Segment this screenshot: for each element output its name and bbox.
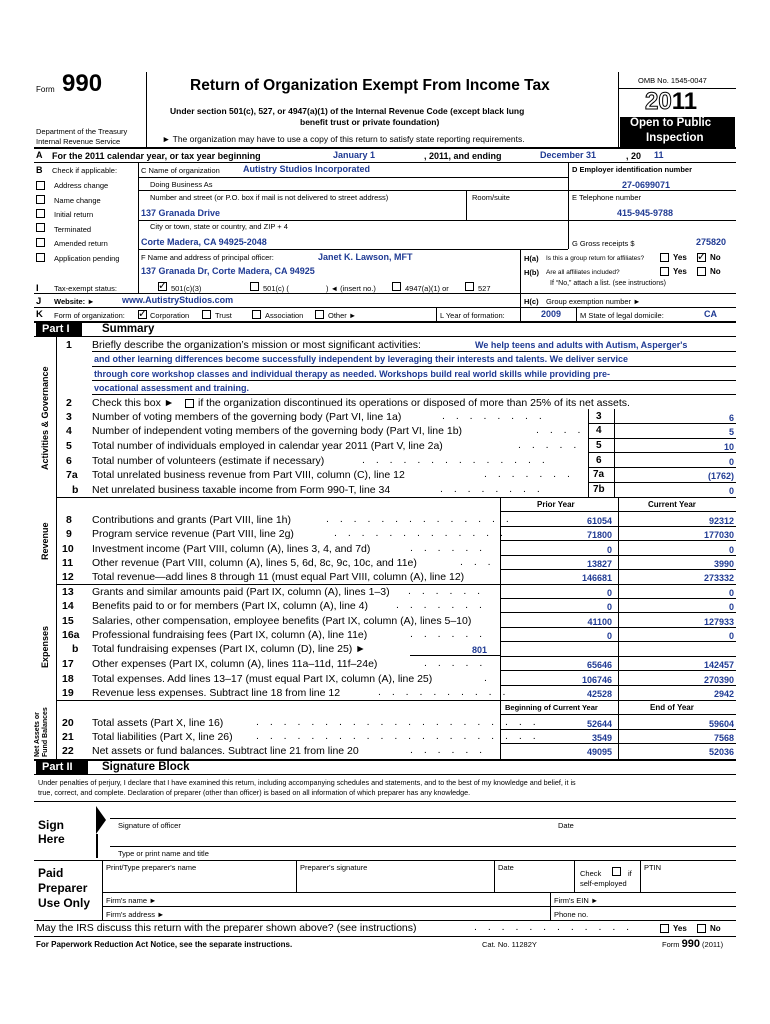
current-value[interactable]: 273332 bbox=[703, 573, 734, 583]
dept-treasury: Department of the Treasury bbox=[36, 127, 128, 136]
amended-return-checkbox[interactable] bbox=[36, 238, 45, 247]
leader-dots: . . . bbox=[460, 556, 495, 568]
current-value[interactable]: 2942 bbox=[713, 689, 734, 699]
line-text: Professional fundraising fees (Part IX, column (A), line 11e) bbox=[92, 629, 368, 641]
terminated-checkbox[interactable] bbox=[36, 223, 45, 232]
prior-value[interactable]: 0 bbox=[606, 588, 612, 598]
line-2-text-2: if the organization discontinued its operations or disposed of more than 25% of its net assets. bbox=[198, 397, 630, 409]
line-box: 4 bbox=[596, 425, 602, 436]
line-2-number: 2 bbox=[66, 397, 72, 409]
current-value[interactable]: 7568 bbox=[713, 733, 734, 743]
hb-no-label: No bbox=[710, 267, 721, 276]
firm-name-label: Firm's name ► bbox=[106, 896, 157, 905]
catalog-number: Cat. No. 11282Y bbox=[482, 940, 537, 949]
line-number: 4 bbox=[66, 425, 72, 437]
line-number: 13 bbox=[62, 586, 74, 598]
row-a-mid: , 2011, and ending bbox=[424, 151, 502, 161]
leader-dots: . . . . . . . . . . bbox=[378, 686, 510, 698]
org-name-label: C Name of organization bbox=[141, 166, 220, 175]
tax-year-begin[interactable]: January 1 bbox=[333, 150, 376, 160]
address-change-checkbox[interactable] bbox=[36, 181, 45, 190]
open-public: Open to Public bbox=[630, 117, 712, 129]
line-number: 12 bbox=[62, 571, 74, 583]
tax-year bbox=[645, 88, 697, 116]
row-k-label: K bbox=[36, 309, 43, 320]
check-if-word: if bbox=[628, 869, 632, 878]
state-domicile-value[interactable]: CA bbox=[704, 309, 717, 319]
phone-value[interactable]: 415-945-9788 bbox=[617, 208, 674, 218]
discontinued-checkbox[interactable] bbox=[185, 399, 194, 408]
name-change-checkbox[interactable] bbox=[36, 195, 45, 204]
ha-no-check-icon: ✓ bbox=[697, 251, 707, 263]
ha-no-label: No bbox=[710, 253, 721, 262]
prior-value[interactable]: 65646 bbox=[586, 660, 612, 670]
self-employed-label: self-employed bbox=[580, 879, 627, 888]
application-pending-label: Application pending bbox=[54, 254, 120, 263]
line-text: Total liabilities (Part X, line 26) bbox=[92, 731, 233, 743]
line-text: Investment income (Part VIII, column (A), lines 3, 4, and 7d) bbox=[92, 543, 371, 555]
line-number: 11 bbox=[62, 557, 74, 569]
leader-dots: . . . . . . . . . . . . . bbox=[334, 527, 507, 539]
current-value[interactable]: 127933 bbox=[703, 617, 734, 627]
527-label: 527 bbox=[478, 284, 491, 293]
line-box: 6 bbox=[596, 455, 602, 466]
line-1-number: 1 bbox=[66, 339, 72, 351]
ein-label: D Employer identification number bbox=[572, 165, 693, 174]
form-number: 990 bbox=[62, 70, 103, 97]
line-text: Number of independent voting members of the governing body (Part VI, line 1b) bbox=[92, 425, 463, 437]
line-value[interactable]: (1762) bbox=[707, 471, 734, 481]
prior-value[interactable]: 71800 bbox=[586, 530, 612, 540]
leader-dots: . . . . . . . bbox=[484, 468, 574, 480]
line-text: Total number of volunteers (estimate if necessary) bbox=[92, 455, 325, 467]
tax-year-outline: 20 bbox=[645, 88, 672, 115]
leader-dots: . . . . bbox=[536, 424, 585, 436]
part-1-title: Summary bbox=[102, 323, 155, 335]
501c3-check-icon: ✓ bbox=[158, 280, 168, 292]
leader-dots: . . . . . . . . . . . . . . bbox=[362, 454, 549, 466]
ha-label: H(a) bbox=[524, 254, 539, 263]
ha-yes-label: Yes bbox=[673, 253, 687, 262]
name-change-label: Name change bbox=[54, 196, 101, 205]
trust-label: Trust bbox=[215, 311, 232, 320]
signature-officer-field[interactable] bbox=[110, 802, 550, 818]
use-only-label: Use Only bbox=[38, 896, 91, 910]
line-number: 3 bbox=[66, 411, 72, 423]
leader-dots: . bbox=[484, 672, 491, 684]
line-number: 17 bbox=[62, 658, 74, 670]
row-a-label: A bbox=[36, 150, 43, 160]
line-value[interactable]: 6 bbox=[728, 413, 734, 423]
association-checkbox[interactable] bbox=[252, 310, 261, 319]
phone-no-label: Phone no. bbox=[554, 910, 589, 919]
line-text: Number of voting members of the governing body (Part VI, line 1a) bbox=[92, 411, 402, 423]
line-number: 6 bbox=[66, 455, 72, 467]
current-value[interactable]: 0 bbox=[728, 631, 734, 641]
preparer-label: Preparer bbox=[38, 881, 88, 895]
prior-value[interactable]: 0 bbox=[606, 602, 612, 612]
leader-dots: . . . . . . . . . . . . . . . . . . . . . bbox=[256, 730, 540, 742]
current-value[interactable]: 0 bbox=[728, 602, 734, 612]
4947-checkbox[interactable] bbox=[392, 282, 401, 291]
city-address[interactable]: Corte Madera, CA 94925-2048 bbox=[141, 237, 267, 247]
line-16b-number: b bbox=[72, 643, 79, 655]
firm-name-field[interactable] bbox=[180, 893, 548, 905]
line-number: 16a bbox=[62, 629, 80, 641]
line-16b-value[interactable]: 801 bbox=[472, 645, 488, 655]
street-label: Number and street (or P.O. box if mail is not delivered to street address) bbox=[150, 193, 389, 202]
principal-officer-address[interactable]: 137 Granada Dr, Corte Madera, CA 94925 bbox=[141, 266, 315, 276]
current-value[interactable]: 0 bbox=[728, 545, 734, 555]
check-self-employed-label: Check bbox=[580, 869, 602, 878]
website-label: Website: ► bbox=[54, 297, 95, 306]
preparer-name-field[interactable] bbox=[104, 874, 294, 890]
gross-receipts-value[interactable]: 275820 bbox=[696, 237, 727, 247]
current-value[interactable]: 92312 bbox=[708, 516, 734, 526]
line-text: Revenue less expenses. Subtract line 18 from line 12 bbox=[92, 687, 341, 699]
4947-label: 4947(a)(1) or bbox=[405, 284, 449, 293]
line-text: Contributions and grants (Part VIII, line 1h) bbox=[92, 514, 292, 526]
city-label: City or town, state or country, and ZIP + 4 bbox=[150, 222, 288, 231]
paperwork-notice: For Paperwork Reduction Act Notice, see the separate instructions. bbox=[36, 940, 293, 949]
corporation-label: Corporation bbox=[150, 311, 190, 320]
terminated-label: Terminated bbox=[54, 225, 92, 234]
ein-value[interactable]: 27-0699071 bbox=[622, 180, 671, 190]
mission-line-1[interactable]: We help teens and adults with Autism, Asperger's bbox=[475, 340, 688, 350]
line-box: 7a bbox=[593, 469, 605, 480]
website-value[interactable]: www.AutistryStudios.com bbox=[122, 295, 234, 305]
hb-yes-checkbox[interactable] bbox=[660, 267, 669, 276]
row-a-20: , 20 bbox=[626, 151, 642, 161]
form-org-label: Form of organization: bbox=[54, 311, 125, 320]
side-revenue: Revenue bbox=[40, 522, 50, 560]
firm-address-field[interactable] bbox=[180, 907, 548, 919]
line-value[interactable]: 10 bbox=[723, 442, 734, 452]
line-text: Other expenses (Part IX, column (A), lines 11a–11d, 11f–24e) bbox=[92, 658, 378, 670]
line-number: 15 bbox=[62, 615, 74, 627]
part-1-label: Part I bbox=[36, 323, 82, 336]
leader-dots: . . . . . . bbox=[408, 585, 485, 597]
amended-return-label: Amended return bbox=[54, 239, 108, 248]
current-value[interactable]: 3990 bbox=[713, 559, 734, 569]
footer-form-word: Form bbox=[662, 940, 680, 949]
discuss-text: May the IRS discuss this return with the preparer shown above? (see instructions) bbox=[36, 922, 417, 934]
other-org-checkbox[interactable] bbox=[315, 310, 324, 319]
street-address[interactable]: 137 Granada Drive bbox=[141, 208, 221, 218]
current-value[interactable]: 270390 bbox=[703, 675, 734, 685]
527-checkbox[interactable] bbox=[465, 282, 474, 291]
line-number: 20 bbox=[62, 717, 74, 729]
check-if-applicable: Check if applicable: bbox=[52, 166, 118, 175]
ptin-field[interactable] bbox=[642, 874, 734, 890]
line-text: Grants and similar amounts paid (Part IX, column (A), lines 1–3) bbox=[92, 586, 390, 598]
501c-label: 501(c) ( bbox=[263, 284, 289, 293]
row-i-label: I bbox=[36, 283, 39, 294]
other-org-label: Other ► bbox=[328, 311, 357, 320]
form-title: Return of Organization Exempt From Income Tax bbox=[190, 77, 550, 94]
leader-dots: . . . . . . . bbox=[396, 599, 486, 611]
inspection: Inspection bbox=[646, 132, 704, 144]
discuss-no-checkbox[interactable] bbox=[697, 924, 706, 933]
application-pending-checkbox[interactable] bbox=[36, 253, 45, 262]
line-number: 10 bbox=[62, 543, 74, 555]
principal-officer-name[interactable]: Janet K. Lawson, MFT bbox=[318, 252, 413, 262]
current-value[interactable]: 0 bbox=[728, 588, 734, 598]
row-j-label: J bbox=[36, 296, 42, 307]
corporation-check-icon: ✓ bbox=[138, 308, 148, 320]
line-text: Total unrelated business revenue from Part VIII, column (C), line 12 bbox=[92, 469, 405, 481]
leader-dots: . . . . . . . . . . . . . . bbox=[326, 513, 513, 525]
line-2-text: Check this box ► bbox=[92, 397, 175, 409]
signature-date-label: Date bbox=[558, 821, 574, 830]
footer-form-year: (2011) bbox=[702, 940, 724, 949]
line-value[interactable]: 5 bbox=[728, 427, 734, 437]
prior-value[interactable]: 61054 bbox=[586, 516, 612, 526]
501c-checkbox[interactable] bbox=[250, 282, 259, 291]
tax-year-solid: 11 bbox=[671, 88, 698, 115]
ha-text: Is this a group return for affiliates? bbox=[546, 255, 645, 262]
sign-arrow-icon bbox=[96, 806, 108, 858]
leader-dots: . . . . . . . . . . . . bbox=[474, 921, 634, 933]
leader-dots: . . . . . . bbox=[410, 542, 487, 554]
year-formation-label: L Year of formation: bbox=[440, 311, 505, 320]
omb-number: OMB No. 1545-0047 bbox=[638, 76, 707, 85]
type-name-title-label: Type or print name and title bbox=[118, 849, 209, 858]
preparer-name-label: Print/Type preparer's name bbox=[106, 863, 197, 872]
dba-label: Doing Business As bbox=[150, 180, 213, 189]
tax-year-end-year[interactable]: 11 bbox=[654, 150, 664, 160]
current-value[interactable]: 142457 bbox=[703, 660, 734, 670]
preparer-date-label: Date bbox=[498, 863, 514, 872]
address-change-label: Address change bbox=[54, 181, 109, 190]
discuss-yes-checkbox[interactable] bbox=[660, 924, 669, 933]
501c3-label: 501(c)(3) bbox=[171, 284, 202, 293]
mission-line-2[interactable]: and other learning differences become successfully independent by leveraging their interests and talents. We deliver service bbox=[94, 354, 629, 364]
line-number: 19 bbox=[62, 687, 74, 699]
state-domicile-label: M State of legal domicile: bbox=[580, 311, 664, 320]
prior-value[interactable]: 41100 bbox=[587, 617, 612, 627]
line-text: Other revenue (Part VIII, column (A), lines 5, 6d, 8c, 9c, 10c, and 11e) bbox=[92, 557, 417, 569]
leader-dots: . . . . . . bbox=[410, 628, 487, 640]
end-year-header: End of Year bbox=[650, 703, 694, 712]
mission-line-3[interactable]: through core workshop classes and individual therapy as needed. Workshops build real world skills while providing pre- bbox=[94, 369, 610, 379]
line-text: Program service revenue (Part VIII, line 2g) bbox=[92, 528, 294, 540]
footer-form bbox=[662, 938, 723, 950]
hb-yes-label: Yes bbox=[673, 267, 687, 276]
preparer-date-field[interactable] bbox=[496, 874, 572, 890]
leader-dots: . . . . . . . . . . . . . . . . . . . . . bbox=[256, 716, 540, 728]
prior-value[interactable]: 106746 bbox=[581, 675, 612, 685]
line-number: 21 bbox=[62, 731, 74, 743]
line-number: 14 bbox=[62, 600, 74, 612]
line-1-text: Briefly describe the organization’s mission or most significant activities: bbox=[92, 339, 421, 351]
prior-value[interactable]: 146681 bbox=[581, 573, 612, 583]
side-activities-governance: Activities & Governance bbox=[40, 366, 50, 470]
current-value[interactable]: 52036 bbox=[708, 747, 734, 757]
row-b-label: B bbox=[36, 165, 43, 175]
line-text: Benefits paid to or for members (Part IX, column (A), line 4) bbox=[92, 600, 369, 612]
tax-year-end[interactable]: December 31 bbox=[540, 150, 597, 160]
form-word: Form bbox=[36, 85, 55, 94]
prior-value[interactable]: 0 bbox=[606, 631, 612, 641]
current-value[interactable]: 59604 bbox=[708, 719, 734, 729]
leader-dots: . . . . . bbox=[424, 657, 487, 669]
hb-text: Are all affiliates included? bbox=[546, 269, 620, 276]
sign-label: Sign bbox=[38, 818, 64, 832]
line-number: 5 bbox=[66, 440, 72, 452]
current-value[interactable]: 177030 bbox=[703, 530, 734, 540]
prior-value[interactable]: 42528 bbox=[586, 689, 612, 699]
ptin-label: PTIN bbox=[644, 863, 662, 872]
state-notice: ► The organization may have to use a copy of this return to satisfy state reporting requirements. bbox=[162, 134, 525, 144]
prior-value[interactable]: 3549 bbox=[591, 733, 612, 743]
discuss-no-label: No bbox=[710, 924, 721, 933]
hb-no-checkbox[interactable] bbox=[697, 267, 706, 276]
principal-officer-label: F Name and address of principal officer: bbox=[141, 253, 274, 262]
line-number: 8 bbox=[66, 514, 72, 526]
hb-label: H(b) bbox=[524, 268, 539, 277]
tax-exempt-status-label: Tax-exempt status: bbox=[54, 284, 117, 293]
discuss-yes-label: Yes bbox=[673, 924, 687, 933]
preparer-signature-label: Preparer's signature bbox=[300, 863, 368, 872]
line-box: 3 bbox=[596, 411, 602, 422]
hb-note: If “No,” attach a list. (see instructions) bbox=[550, 280, 666, 287]
firm-ein-field[interactable] bbox=[610, 893, 734, 905]
form-subtitle-2: benefit trust or private foundation) bbox=[300, 117, 440, 127]
leader-dots: . . . . . bbox=[518, 439, 581, 451]
initial-return-checkbox[interactable] bbox=[36, 209, 45, 218]
leader-dots: . . . . . . . . bbox=[442, 410, 546, 422]
initial-return-label: Initial return bbox=[54, 210, 94, 219]
line-text: Total number of individuals employed in calendar year 2011 (Part V, line 2a) bbox=[92, 440, 443, 452]
year-formation-value[interactable]: 2009 bbox=[541, 309, 562, 319]
firm-ein-label: Firm's EIN ► bbox=[554, 896, 599, 905]
line-text: Salaries, other compensation, employee benefits (Part IX, column (A), lines 5–10) bbox=[92, 615, 472, 627]
signature-officer-label: Signature of officer bbox=[118, 821, 181, 830]
side-net-assets: Net Assets or bbox=[34, 712, 41, 757]
line-number: 7a bbox=[66, 469, 78, 481]
prior-value[interactable]: 0 bbox=[606, 545, 612, 555]
prior-value[interactable]: 13827 bbox=[586, 559, 612, 569]
line-number: 22 bbox=[62, 745, 74, 757]
line-number: b bbox=[72, 484, 79, 496]
line-box: 5 bbox=[596, 440, 602, 451]
line-number: 18 bbox=[62, 673, 74, 685]
trust-checkbox[interactable] bbox=[202, 310, 211, 319]
line-text: Total expenses. Add lines 13–17 (must equal Part IX, column (A), line 25) bbox=[92, 673, 433, 685]
line-number: 9 bbox=[66, 528, 72, 540]
self-employed-checkbox[interactable] bbox=[612, 867, 621, 876]
line-text: Total assets (Part X, line 16) bbox=[92, 717, 224, 729]
gross-receipts-label: G Gross receipts $ bbox=[572, 239, 635, 248]
line-16b-text: Total fundraising expenses (Part IX, column (D), line 25) ► bbox=[92, 643, 366, 655]
org-name[interactable]: Autistry Studios Incorporated bbox=[243, 164, 371, 174]
room-suite-label: Room/suite bbox=[472, 193, 510, 202]
prior-value[interactable]: 49095 bbox=[586, 747, 612, 757]
prior-year-header: Prior Year bbox=[537, 500, 575, 509]
line-value[interactable]: 0 bbox=[728, 457, 734, 467]
leader-dots: . . . . . . bbox=[410, 744, 487, 756]
phone-label: E Telephone number bbox=[572, 193, 642, 202]
leader-dots: . . . . . . . . bbox=[440, 483, 544, 495]
line-text: Net unrelated business taxable income from Form 990-T, line 34 bbox=[92, 484, 391, 496]
here-label: Here bbox=[38, 832, 65, 846]
penalty-text-2: true, correct, and complete. Declaration of preparer (other than officer) is based on all information of which preparer has any knowledge. bbox=[38, 788, 471, 797]
paid-label: Paid bbox=[38, 866, 64, 880]
phone-no-field[interactable] bbox=[598, 907, 734, 919]
firm-address-label: Firm's address ► bbox=[106, 910, 165, 919]
penalty-text-1: Under penalties of perjury, I declare that I have examined this return, including accompanying schedules and statements, and to the best of my knowledge and belief, it is bbox=[38, 778, 576, 787]
signature-date-field[interactable] bbox=[556, 802, 736, 818]
side-fund-balances: Fund Balances bbox=[42, 707, 49, 757]
hc-label: H(c) bbox=[524, 297, 539, 306]
row-a-text: For the 2011 calendar year, or tax year beginning bbox=[52, 151, 261, 161]
mission-line-4[interactable]: vocational assessment and training. bbox=[94, 383, 250, 393]
preparer-signature-field[interactable] bbox=[298, 874, 492, 890]
form-subtitle: Under section 501(c), 527, or 4947(a)(1) of the Internal Revenue Code (except black lung bbox=[170, 106, 525, 116]
side-expenses: Expenses bbox=[40, 625, 50, 668]
insert-no-label: ) ◄ (insert no.) bbox=[326, 284, 376, 293]
prior-value[interactable]: 52644 bbox=[586, 719, 612, 729]
current-year-header: Current Year bbox=[648, 500, 696, 509]
line-value[interactable]: 0 bbox=[728, 486, 734, 496]
begin-year-header: Beginning of Current Year bbox=[505, 703, 598, 712]
association-label: Association bbox=[265, 311, 304, 320]
hc-text: Group exemption number ► bbox=[546, 297, 641, 306]
part-2-title: Signature Block bbox=[102, 761, 190, 773]
line-text: Total revenue—add lines 8 through 11 (must equal Part VIII, column (A), line 12) bbox=[92, 571, 465, 583]
line-box: 7b bbox=[593, 484, 605, 495]
line-text: Net assets or fund balances. Subtract line 21 from line 20 bbox=[92, 745, 359, 757]
footer-form-number: 990 bbox=[681, 938, 700, 950]
officer-name-title-field[interactable] bbox=[110, 832, 736, 846]
part-2-label: Part II bbox=[36, 761, 88, 774]
dept-irs: Internal Revenue Service bbox=[36, 137, 121, 146]
ha-yes-checkbox[interactable] bbox=[660, 253, 669, 262]
